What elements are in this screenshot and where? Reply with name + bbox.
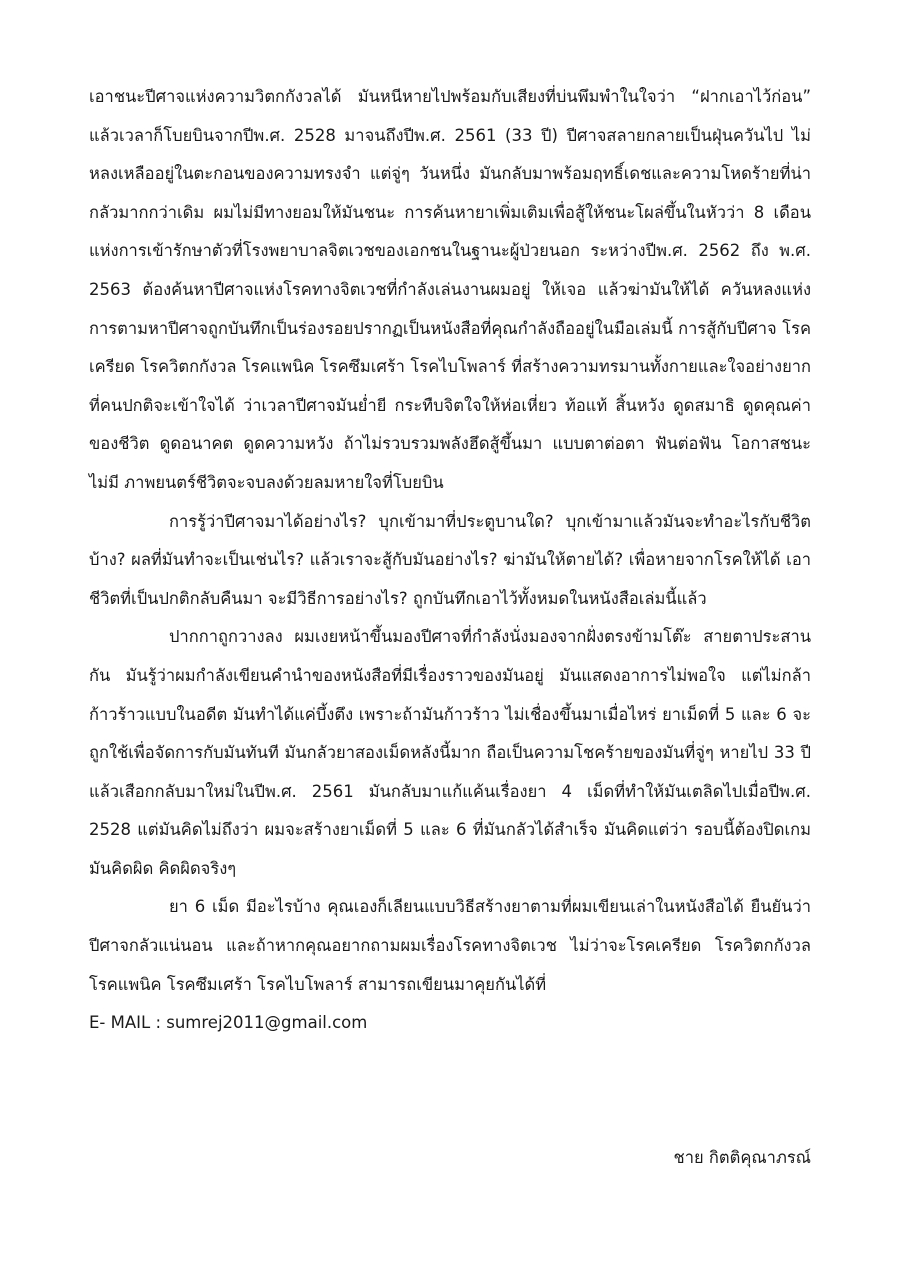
email-line: E- MAIL : sumrej2011@gmail.com	[89, 1013, 368, 1033]
paragraph-3: ปากกาถูกวางลง ผมเงยหน้าขึ้นมองปีศาจที่กำลังนั่งมองจากฝั่งตรงข้ามโต๊ะ สายตาประสานกัน มันรู้ว่าผมกำลังเขียนคำนำของหนังสือที่มีเรื่องราวของมันอยู่ มันแสดงอาการไม่พอใจ แต่ไม่กล้าก้าวร้าวแบบในอดีต มันทำได้แค่บึ้งตึง เพราะถ้ามันก้าวร้าว ไม่เชื่องขึ้นมาเมื่อไหร่ ยาเม็ดที่ 5 และ 6 จะถูกใช้เพื่อจัดการกับมันทันที มันกลัวยาสองเม็ดหลังนี้มาก ถือเป็นความโชคร้ายของมันที่จู่ๆ หายไป 33 ปี แล้วเสือกกลับมาใหม่ในปีพ.ศ. 2561 มันกลับมาแก้แค้นเรื่องยา 4 เม็ดที่ทำให้มันเตลิดไปเมื่อปีพ.ศ. 2528 แต่มันคิดไม่ถึงว่า ผมจะสร้างยาเม็ดที่ 5 และ 6 ที่มันกลัวได้สำเร็จ มันคิดแต่ว่า รอบนี้ต้องปิดเกม มันคิดผิด คิดผิดจริงๆ	[89, 627, 811, 878]
paragraph-1: เอาชนะปีศาจแห่งความวิตกกังวลได้ มันหนีหายไปพร้อมกับเสียงที่บ่นพึมพำในใจว่า “ฝากเอาไว้ก่อน” แล้วเวลาก็โบยบินจากปีพ.ศ. 2528 มาจนถึงปีพ.ศ. 2561 (33 ปี) ปีศาจสลายกลายเป็นฝุ่นควันไป ไม่หลงเหลืออยู่ในตะกอนของความทรงจำ แต่จู่ๆ วันหนึ่ง มันกลับมาพร้อมฤทธิ์เดชและความโหดร้ายที่น่ากลัวมากกว่าเดิม ผมไม่มีทางยอมให้มันชนะ การค้นหายาเพิ่มเติมเพื่อสู้ให้ชนะโผล่ขึ้นในหัวว่า 8 เดือนแห่งการเข้ารักษาตัวที่โรงพยาบาลจิตเวชของเอกชนในฐานะผู้ป่วยนอก ระหว่างปีพ.ศ. 2562 ถึง พ.ศ. 2563 ต้องค้นหาปีศาจแห่งโรคทางจิตเวชที่กำลังเล่นงานผมอยู่ ให้เจอ แล้วฆ่ามันให้ได้ ควันหลงแห่งการตามหาปีศาจถูกบันทึกเป็นร่องรอยปรากฏเป็นหนังสือที่คุณกำลังถืออยู่ในมือเล่มนี้ การสู้กับปีศาจ โรคเครียด โรควิตกกังวล โรคแพนิค โรคซึมเศร้า โรคไบโพลาร์ ที่สร้างความทรมานทั้งกายและใจอย่างยากที่คนปกติจะเข้าใจได้ ว่าเวลาปีศาจมันย่ำยี กระทืบจิตใจให้ห่อเหี่ยว ท้อแท้ สิ้นหวัง ดูดสมาธิ ดูดคุณค่าของชีวิต ดูดอนาคต ดูดความหวัง ถ้าไม่รวบรวมพลังฮึดสู้ขึ้นมา แบบตาต่อตา ฟันต่อฟัน โอกาสชนะไม่มี ภาพยนตร์ชีวิตจะจบลงด้วยลมหายใจที่โบยบิน	[89, 87, 811, 492]
paragraph-2: การรู้ว่าปีศาจมาได้อย่างไร? บุกเข้ามาที่ประตูบานใด? บุกเข้ามาแล้วมันจะทำอะไรกับชีวิตบ้าง? ผลที่มันทำจะเป็นเช่นไร? แล้วเราจะสู้กับมันอย่างไร? ฆ่ามันให้ตายได้? เพื่อหายจากโรคให้ได้ เอาชีวิตที่เป็นปกติกลับคืนมา จะมีวิธีการอย่างไร? ถูกบันทึกเอาไว้ทั้งหมดในหนังสือเล่มนี้แล้ว	[89, 511, 811, 608]
author-signature: ชาย กิตติคุณาภรณ์	[673, 1148, 811, 1167]
paragraph-4: ยา 6 เม็ด มีอะไรบ้าง คุณเองก็เลียนแบบวิธีสร้างยาตามที่ผมเขียนเล่าในหนังสือได้ ยืนยันว่าปีศาจกลัวแน่นอน และถ้าหากคุณอยากถามผมเรื่องโรคทางจิตเวช ไม่ว่าจะโรคเครียด โรควิตกกังวล โรคแพนิค โรคซึมเศร้า โรคไบโพลาร์ สามารถเขียนมาคุยกันได้ที่	[89, 897, 811, 994]
preface-text	[89, 78, 811, 1043]
